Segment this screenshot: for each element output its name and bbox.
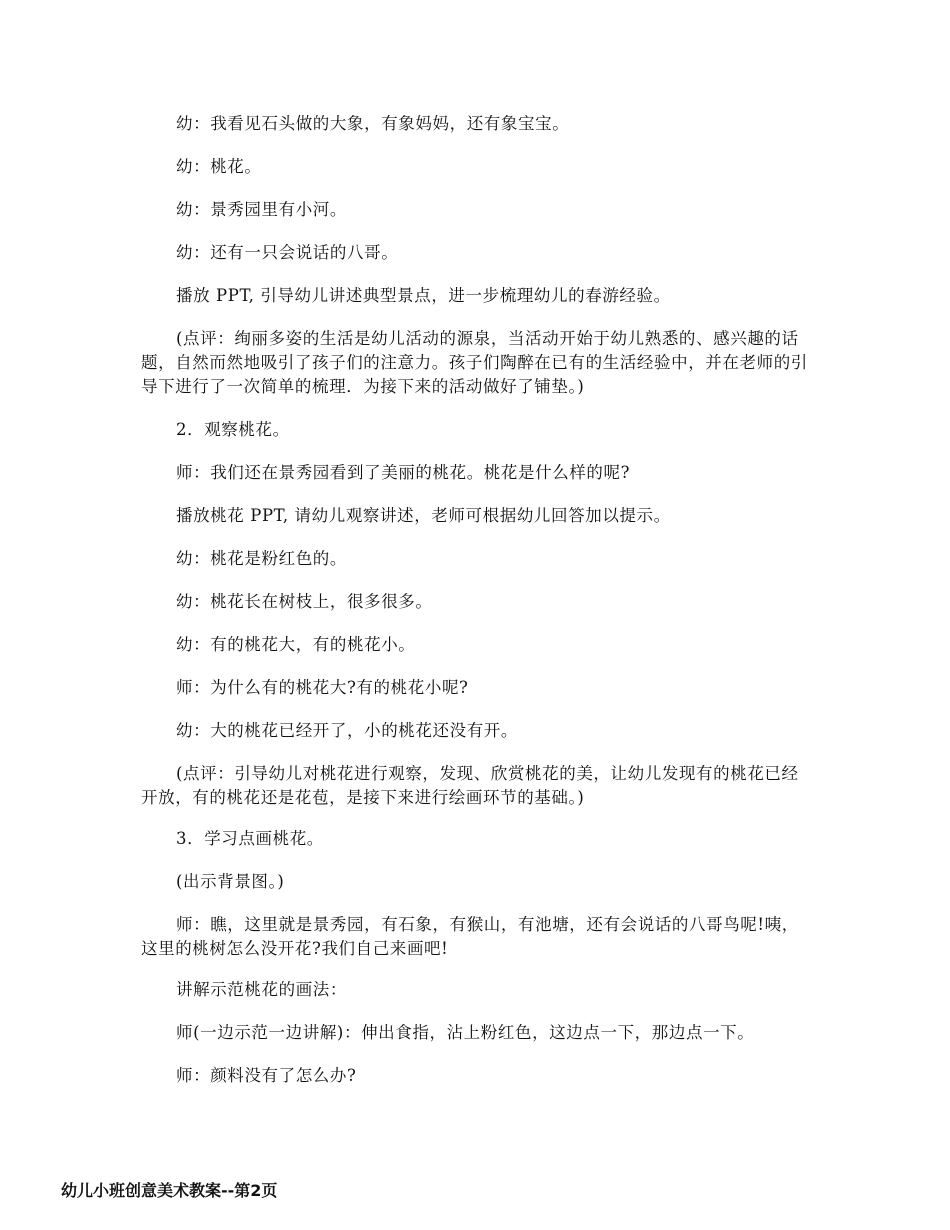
paragraph-9: 幼：桃花是粉红色的。 (176, 549, 347, 568)
paragraph-17: 师：瞧，这里就是景秀园，有石象，有猴山，有池塘，还有会说话的八哥鸟呢!咦，这里的桃树怎么没开花?我们自己来画吧! (141, 915, 799, 958)
section-heading-3: 3．学习点画桃花。 (176, 829, 324, 848)
paragraph-7: 师：我们还在景秀园看到了美丽的桃花。桃花是什么样的呢? (176, 463, 631, 482)
paragraph-16: (出示背景图。) (176, 872, 285, 891)
paragraph-1: 幼：我看见石头做的大象，有象妈妈，还有象宝宝。 (176, 114, 570, 133)
page-footer: 幼儿小班创意美术教案--第2页 (61, 1181, 278, 1200)
paragraph-12: 师：为什么有的桃花大?有的桃花小呢? (176, 678, 469, 697)
paragraph-3: 幼：景秀园里有小河。 (176, 200, 347, 219)
paragraph-4: 幼：还有一只会说话的八哥。 (176, 243, 399, 262)
paragraph-20: 师：颜料没有了怎么办? (176, 1066, 357, 1085)
paragraph-11: 幼：有的桃花大，有的桃花小。 (176, 635, 416, 654)
paragraph-19: 师(一边示范一边讲解)：伸出食指，沾上粉红色，这边点一下，那边点一下。 (176, 1023, 755, 1042)
section-heading-2: 2．观察桃花。 (176, 420, 290, 439)
paragraph-2: 幼：桃花。 (176, 157, 262, 176)
paragraph-8: 播放桃花 PPT, 请幼儿观察讲述，老师可根据幼儿回答加以提示。 (176, 506, 671, 525)
comment-paragraph-2: (点评：引导幼儿对桃花进行观察，发现、欣赏桃花的美，让幼儿发现有的桃花已经开放，有的桃花还是花苞，是接下来进行绘画环节的基础。) (141, 764, 799, 807)
comment-paragraph-1: (点评：绚丽多姿的生活是幼儿活动的源泉，当活动开始于幼儿熟悉的、感兴趣的话题，自然而然地吸引了孩子们的注意力。孩子们陶醉在已有的生活经验中，并在老师的引导下进行了一次简单的梳理．为接下来的活动做好了铺垫。) (141, 329, 808, 396)
paragraph-5: 播放 PPT, 引导幼儿讲述典型景点，进一步梳理幼儿的春游经验。 (176, 286, 671, 305)
paragraph-18: 讲解示范桃花的画法： (176, 980, 347, 999)
paragraph-10: 幼：桃花长在树枝上，很多很多。 (176, 592, 433, 611)
paragraph-13: 幼：大的桃花已经开了，小的桃花还没有开。 (176, 721, 518, 740)
